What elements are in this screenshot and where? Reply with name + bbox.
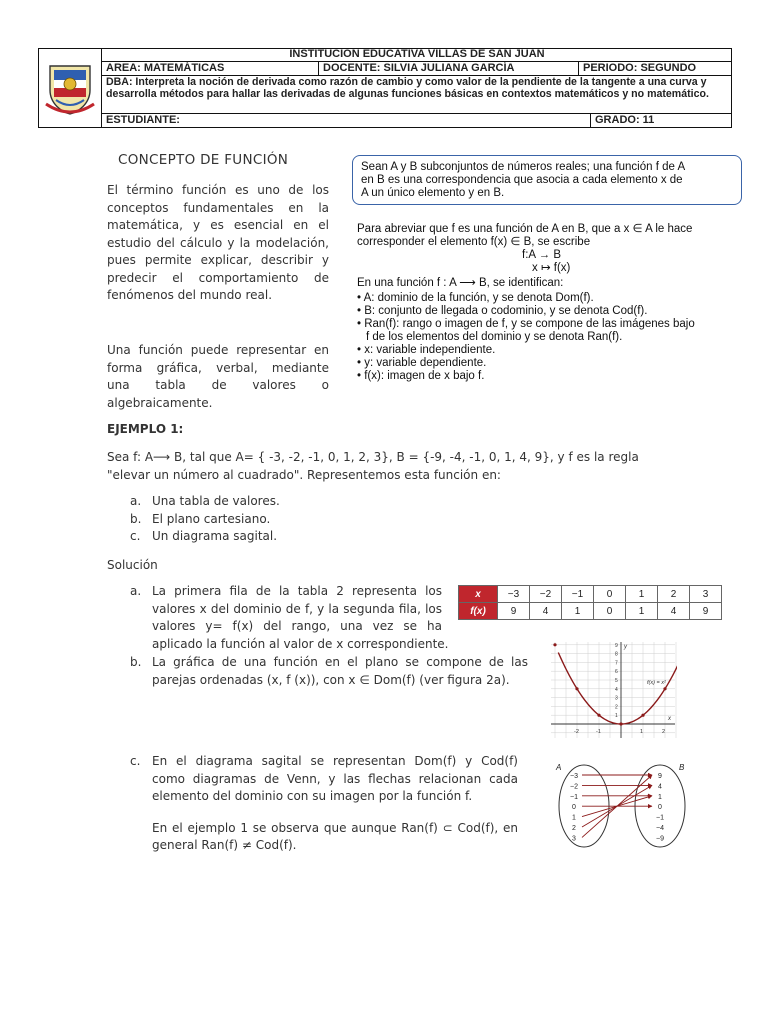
representation-line: Una función puede representar en xyxy=(107,343,329,357)
dba-row xyxy=(102,76,732,114)
student-row xyxy=(102,114,732,128)
solution-line: valores x del dominio de f, y la segunda fila, los xyxy=(152,601,442,616)
solution-b: b. La gráfica de una función en el plano se compone de las parejas ordenadas (x, f (x)), con x ∈ Dom(f) (ver figura 2a). xyxy=(130,654,528,689)
y-tick-label: 9 xyxy=(615,642,618,649)
table-row xyxy=(459,586,722,603)
table-cell: 0 xyxy=(594,586,626,603)
domain-element: 1 xyxy=(572,814,576,822)
table-cell: −3 xyxy=(498,586,530,603)
teacher-cell: DOCENTE: SILVIA JULIANA GARCÍA xyxy=(318,62,578,75)
notation-map: x ↦ f(x) xyxy=(532,262,571,274)
solution-line: valores y= f(x) del rango, una vez se ha xyxy=(152,619,442,633)
x-tick-label: 1 xyxy=(640,729,644,735)
codomain-element: 4 xyxy=(658,783,662,791)
domain-element: 2 xyxy=(572,825,576,832)
grade-cell: GRADO: 11 xyxy=(590,114,732,128)
list-item: a. Una tabla de valores. xyxy=(130,494,280,508)
example-statement xyxy=(107,449,737,484)
intro-line: matemática, y es esencial en el xyxy=(107,218,329,232)
solution-c: c. En el diagrama sagital se representan Dom(f) y Cod(f) como diagramas de Venn, y las flechas relacionan cada elemento del dominio con su imagen por la función f. En el ejemplo 1 se observa que aunque Ran(f) ⊂ Cod(f), en general Ran(f) ≠ Cod(f). xyxy=(130,753,518,855)
identify-item: • Ran(f): rango o imagen de f, y se compone de las imágenes bajo xyxy=(357,318,695,330)
intro-line: predecir el comportamiento de xyxy=(107,270,329,285)
set-b-label: B xyxy=(679,763,685,772)
table-cell: −1 xyxy=(562,586,594,603)
y-tick-label: 8 xyxy=(615,651,618,658)
institution-name: INSTITUCION EDUCATIVA VILLAS DE SAN JUAN xyxy=(289,48,545,60)
area-row xyxy=(102,62,732,76)
table-cell: 4 xyxy=(530,603,562,620)
note-line: general Ran(f) ≠ Cod(f). xyxy=(152,838,297,852)
intro-line: conceptos fundamentales en la xyxy=(107,200,329,215)
student-cell: ESTUDIANTE: xyxy=(106,114,180,126)
intro-line: El término función es uno de los xyxy=(107,183,329,197)
table-cell: −2 xyxy=(530,586,562,603)
identify-item: f de los elementos del dominio y se denota Ran(f). xyxy=(366,331,623,343)
table-cell: 4 xyxy=(658,603,690,620)
solution-line: parejas ordenadas (x, f (x)), con x ∈ Dom(f) (ver figura 2a). xyxy=(152,672,510,687)
solution-line: elemento del dominio con su imagen por la función f. xyxy=(152,789,473,803)
representation-paragraph xyxy=(107,342,329,412)
data-point xyxy=(619,722,622,725)
representation-line: forma gráfica, verbal, mediante xyxy=(107,360,329,375)
x-tick-label: -2 xyxy=(574,729,579,735)
function-label: f(x) = x² xyxy=(647,680,666,686)
table-cell: 1 xyxy=(626,603,658,620)
identify-heading: En una función f : A ⟶ B, se identifican: xyxy=(357,277,564,289)
table-header-fx: f(x) xyxy=(459,603,498,620)
example-line: Sea f: A⟶ B, tal que A= { -3, -2, -1, 0, 1, 2, 3}, B = {-9, -4, -1, 0, 1, 4, 9}, y f es la regla xyxy=(107,450,639,464)
institution-row xyxy=(102,48,732,62)
y-tick-label: 3 xyxy=(615,695,618,702)
y-tick-label: 7 xyxy=(615,660,618,667)
data-point xyxy=(597,714,600,717)
sagittal-diagram xyxy=(552,760,712,850)
dba-text: DBA: Interpreta la noción de derivada como razón de cambio y como valor de la pendiente de la tangente a una curva y desarrolla métodos para hallar las derivadas de algunas funciones básicas en contextos matemáticos y no matemático. xyxy=(106,76,709,100)
solution-heading: Solución xyxy=(107,558,158,572)
notation-block xyxy=(357,223,737,383)
data-point xyxy=(553,643,556,646)
solution-line: La primera fila de la tabla 2 representa los xyxy=(152,584,442,598)
data-point xyxy=(641,714,644,717)
table-header-x: x xyxy=(459,586,498,603)
domain-element: −1 xyxy=(570,793,578,801)
y-tick-label: 6 xyxy=(615,669,618,676)
domain-element: −2 xyxy=(570,783,578,791)
x-tick-label: 2 xyxy=(662,729,666,735)
parabola-graph xyxy=(547,640,677,740)
solution-line: aplicado la función al valor de x correspondiente. xyxy=(152,636,449,651)
domain-element: 3 xyxy=(572,835,576,843)
intro-paragraph xyxy=(107,182,329,305)
codomain-element: 9 xyxy=(658,773,662,780)
area-cell: AREA: MATEMÁTICAS xyxy=(106,62,225,74)
notation-map: f:A → B xyxy=(522,249,561,261)
table-cell: 3 xyxy=(690,586,722,603)
table-cell: 2 xyxy=(658,586,690,603)
definition-box xyxy=(352,155,742,205)
list-item: b. El plano cartesiano. xyxy=(130,511,271,526)
codomain-element: 0 xyxy=(658,804,662,812)
codomain-element: −4 xyxy=(656,825,664,832)
values-table xyxy=(458,585,722,620)
representation-list xyxy=(130,493,280,546)
definition-line: A un único elemento y en B. xyxy=(361,187,505,199)
identify-item: • y: variable dependiente. xyxy=(357,357,487,369)
solution-line: como diagramas de Venn, y las flechas relacionan cada xyxy=(152,771,518,786)
solution-line: En el diagrama sagital se representan Dom(f) y Cod(f) xyxy=(152,754,518,768)
page-title: CONCEPTO DE FUNCIÓN xyxy=(118,152,289,168)
codomain-element: −1 xyxy=(656,814,664,822)
x-tick-label: -1 xyxy=(596,729,601,735)
solution-line: La gráfica de una función en el plano se compone de las xyxy=(152,655,528,669)
period-cell: PERIODO: SEGUNDO xyxy=(578,62,732,75)
codomain-element: 1 xyxy=(658,793,662,801)
y-tick-label: 2 xyxy=(615,704,618,711)
list-item: c. Un diagrama sagital. xyxy=(130,529,278,543)
table-row xyxy=(459,603,722,620)
table-cell: 1 xyxy=(562,603,594,620)
data-point xyxy=(663,687,666,690)
table-cell: 9 xyxy=(498,603,530,620)
identify-list xyxy=(357,292,737,383)
definition-line: en B es una correspondencia que asocia a cada elemento x de xyxy=(361,174,683,186)
y-tick-label: 1 xyxy=(615,713,618,720)
y-tick-label: 5 xyxy=(615,678,618,684)
note-line: En el ejemplo 1 se observa que aunque Ran(f) ⊂ Cod(f), en xyxy=(152,820,518,835)
identify-item: • B: conjunto de llegada o codominio, y se denota Cod(f). xyxy=(357,305,648,317)
intro-line: pues permite explicar, describir y xyxy=(107,253,329,267)
table-cell: 9 xyxy=(690,603,722,620)
x-axis-label: x xyxy=(668,716,671,722)
domain-element: −3 xyxy=(570,773,578,780)
example-line: "elevar un número al cuadrado". Representemos esta función en: xyxy=(107,467,501,482)
intro-line: estudio del cálculo y la modelación, xyxy=(107,235,329,250)
intro-line: fenómenos del mundo real. xyxy=(107,288,273,302)
representation-line: algebraicamente. xyxy=(107,395,213,410)
identify-item: • x: variable independiente. xyxy=(357,344,496,356)
representation-line: una tabla de valores o xyxy=(107,378,329,392)
table-cell: 1 xyxy=(626,586,658,603)
domain-element: 0 xyxy=(572,804,576,812)
codomain-element: −9 xyxy=(656,835,664,843)
table-cell: 0 xyxy=(594,603,626,620)
identify-item: • A: dominio de la función, y se denota Dom(f). xyxy=(357,292,594,304)
y-tick-label: 4 xyxy=(615,686,618,693)
example-title: EJEMPLO 1: xyxy=(107,422,184,436)
data-point xyxy=(575,687,578,690)
definition-line: Sean A y B subconjuntos de números reales; una función f de A xyxy=(361,161,686,173)
y-axis-label: y xyxy=(624,644,627,650)
identify-item: • f(x): imagen de x bajo f. xyxy=(357,370,485,382)
set-a-label: A xyxy=(556,763,562,772)
solution-a: a. La primera fila de la tabla 2 representa los valores x del dominio de f, y la segunda fila, los valores y= f(x) del rango, una vez se ha aplicado la función al valor de x correspondiente. xyxy=(130,583,442,653)
notation-line: corresponder el elemento f(x) ∈ B, se escribe xyxy=(357,236,591,248)
notation-line: Para abreviar que f es una función de A en B, que a x ∈ A le hace xyxy=(357,223,693,235)
